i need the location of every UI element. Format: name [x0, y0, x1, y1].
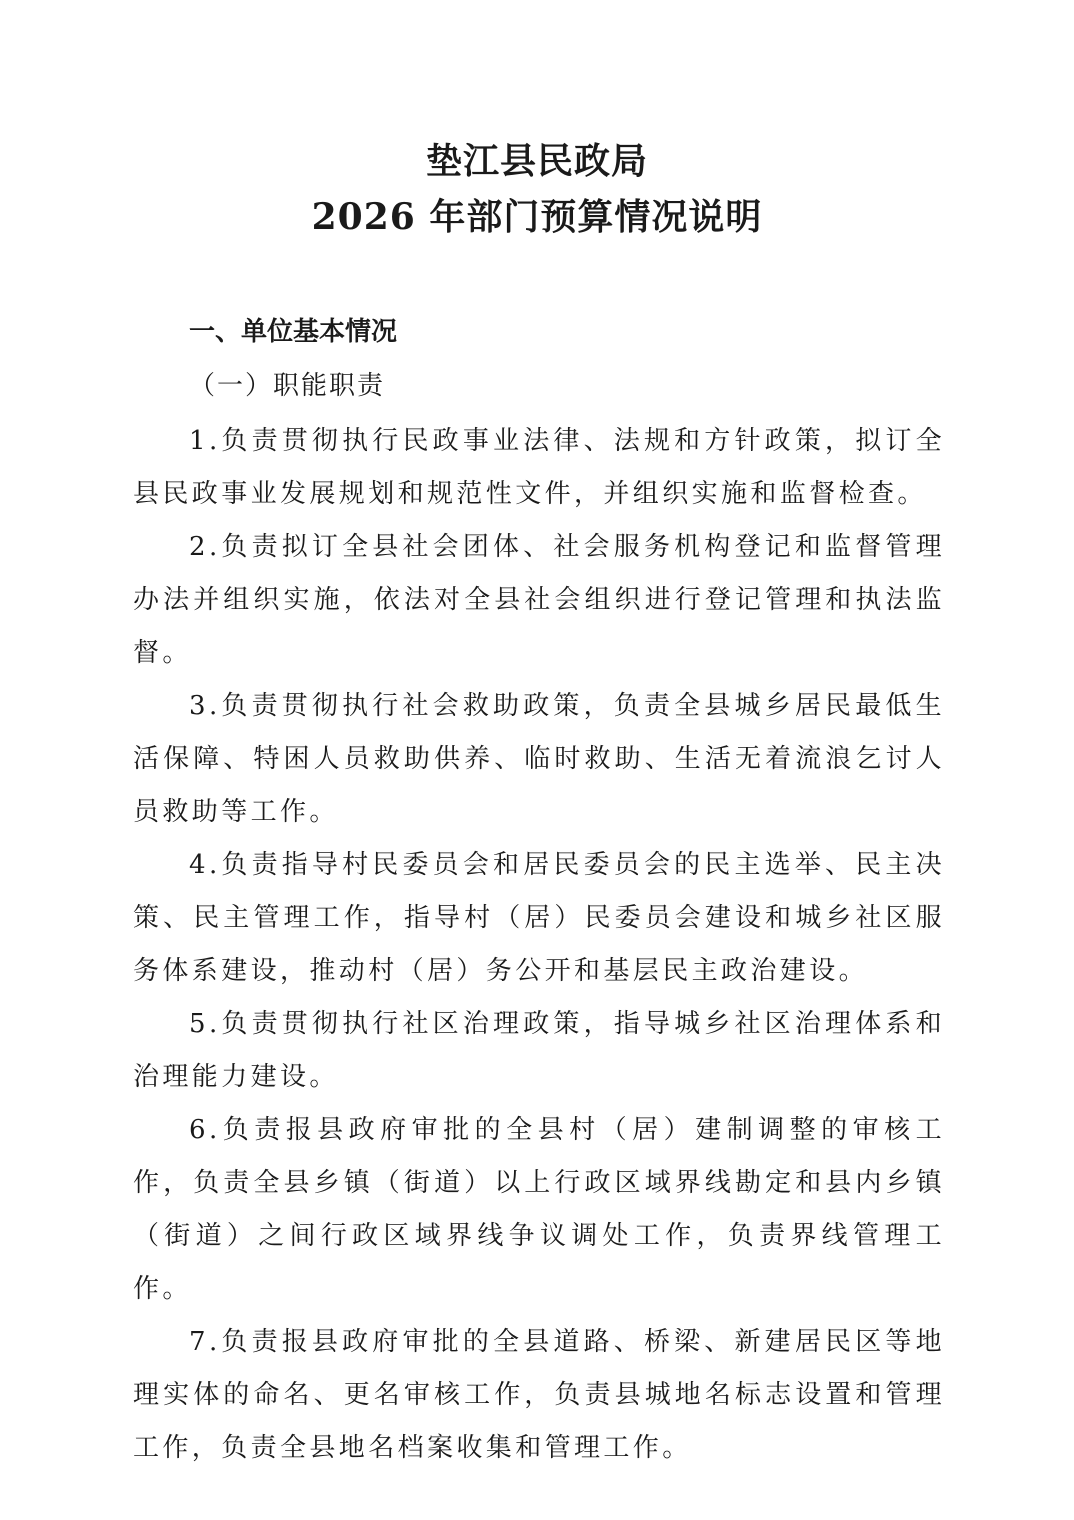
paragraph-duty-2: 2.负责拟订全县社会团体、社会服务机构登记和监督管理办法并组织实施，依法对全县社会组织进行登记管理和执法监督。 [133, 532, 945, 668]
document-title [0, 133, 1074, 245]
document-body [133, 305, 945, 1475]
section-heading: 一、单位基本情况 [189, 317, 398, 347]
paragraph-duty-7: 7.负责报县政府审批的全县道路、桥梁、新建居民区等地理实体的命名、更名审核工作，负责县城地名标志设置和管理工作，负责全县地名档案收集和管理工作。 [133, 1327, 945, 1463]
title-line-organization: 垫江县民政局 [425, 140, 648, 182]
title-line-subject: 2026 年部门预算情况说明 [311, 196, 763, 238]
paragraph-duty-4: 4.负责指导村民委员会和居民委员会的民主选举、民主决策、民主管理工作，指导村（居）民委员会建设和城乡社区服务体系建设，推动村（居）务公开和基层民主政治建设。 [133, 850, 945, 986]
paragraph-duty-6: 6.负责报县政府审批的全县村（居）建制调整的审核工作，负责全县乡镇（街道）以上行政区域界线勘定和县内乡镇（街道）之间行政区域界线争议调处工作，负责界线管理工作。 [133, 1115, 945, 1304]
paragraph-duty-3: 3.负责贯彻执行社会救助政策，负责全县城乡居民最低生活保障、特困人员救助供养、临时救助、生活无着流浪乞讨人员救助等工作。 [133, 691, 945, 827]
paragraph-duty-5: 5.负责贯彻执行社区治理政策，指导城乡社区治理体系和治理能力建设。 [133, 1009, 945, 1092]
paragraph-duty-1: 1.负责贯彻执行民政事业法律、法规和方针政策，拟订全县民政事业发展规划和规范性文件，并组织实施和监督检查。 [133, 426, 945, 509]
subsection-heading: （一）职能职责 [189, 371, 386, 401]
